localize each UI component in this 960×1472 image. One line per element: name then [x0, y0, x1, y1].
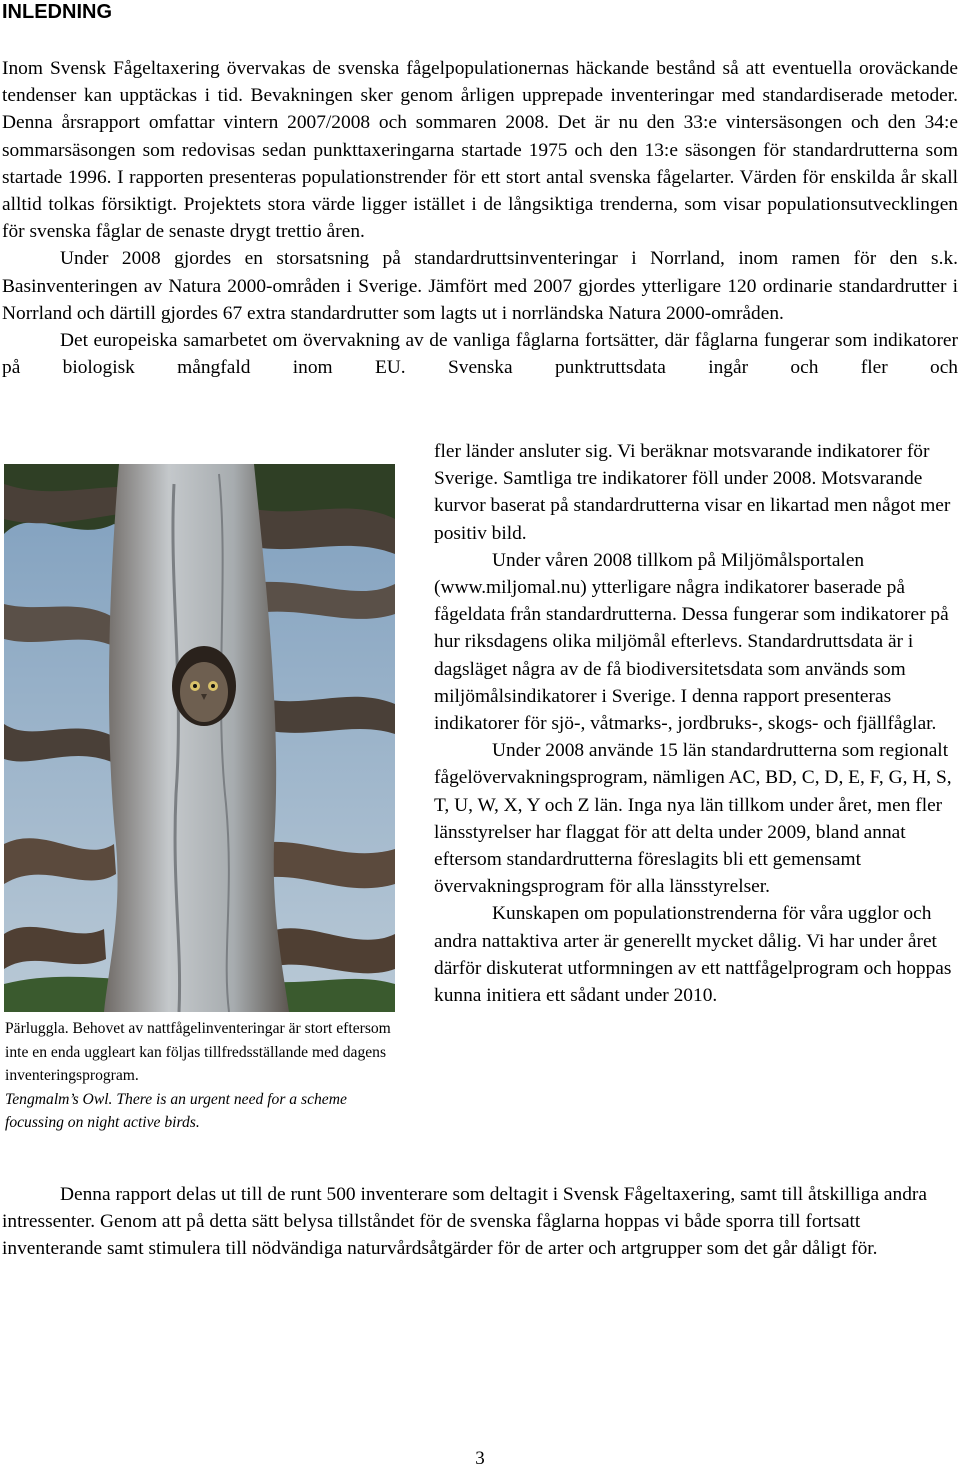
closing-text-block: [2, 1181, 958, 1263]
paragraph-intro: Inom Svensk Fågeltaxering övervakas de svenska fågelpopulationernas häckande bestånd så att eventuella oroväckande tendenser kan upptäckas i tid. Bevakningen sker genom årligen upprepade inventeringar med standardiserade metoder. Denna årsrapport omfattar vintern 2007/2008 och sommaren 2008. Det är nu den 33:e vintersäsongen och den 34:e sommarsäsongen som redovisas sedan punkttaxeringarna startade 1975 och den 13:e säsongen för standardrutterna som startade 1996. I rapporten presenteras populationstrender för ett stort antal svenska fågelarter. Värden för enskilda år skall alltid tolkas försiktigt. Projektets stora värde ligger istället i de långsiktiga trenderna, som visar populationsutvecklingen för svenska fåglar de senaste drygt trettio åren.: [2, 58, 958, 243]
caption-english: Tengmalm’s Owl. There is an urgent need for a scheme focussing on night active birds.: [5, 1090, 347, 1131]
right-column-text: [434, 438, 958, 1009]
section-heading: INLEDNING: [2, 1, 112, 23]
photo-caption: [5, 1017, 405, 1135]
owl-photo: [4, 464, 395, 1012]
paragraph-closing: Denna rapport delas ut till de runt 500 inventerare som deltagit i Svensk Fågeltaxering, samt till åtskilliga andra intressenter. Genom att på detta sätt belysa tillståndet för de svenska fåglarna hoppas vi både sporra till fortsatt inventerande samt stimulera till nödvändiga naturvårdsåtgärder för de arter och artgrupper som det går dåligt för.: [2, 1184, 927, 1260]
owl-in-tree-image: [4, 464, 395, 1012]
paragraph-european: Det europeiska samarbetet om övervakning av de vanliga fåglarna fortsätter, där fåglarna fungerar som indikatorer på biologisk mångfald inom EU. Svenska punktruttsdata ingår och fler och: [2, 330, 958, 379]
paragraph-owls: Kunskapen om populationstrenderna för våra ugglor och andra nattaktiva arter är generellt mycket dålig. Vi har under året därför diskuterat utformningen av ett nattfågelprogram och hoppas kunna initiera ett sådant under 2010.: [434, 903, 952, 1007]
paragraph-norrland: Under 2008 gjordes en storsatsning på standardruttsinventeringar i Norrland, inom ramen för den s.k. Basinventeringen av Natura 2000-områden i Sverige. Jämfört med 2007 gjordes ytterligare 120 ordinarie standardrutter i Norrland och därtill gjordes 67 extra standardrutter som lagts ut i norrländska Natura 2000-områden.: [2, 248, 958, 324]
paragraph-miljomal: Under våren 2008 tillkom på Miljömålsportalen (www.miljomal.nu) ytterligare några indikatorer baserade på fågeldata från standardrutterna. Dessa fungerar som indikatorer på hur riksdagens olika miljömål efterlevs. Standardruttsdata är i dagsläget några av de få biodiversitetsdata som används som miljömålsindikatorer i Sverige. I denna rapport presenteras indikatorer för sjö-, våtmarks-, jordbruks-, skogs- och fjällfåglar.: [434, 549, 949, 735]
paragraph-indicators: fler länder ansluter sig. Vi beräknar motsvarande indikatorer för Sverige. Samtliga tre indikatorer föll under 2008. Motsvarande kurvor baserat på standardrutterna visar en likartad men något mer positiv bild.: [434, 441, 951, 544]
paragraph-lan: Under 2008 använde 15 län standardrutterna som regionalt fågelövervakningsprogram, nämligen AC, BD, C, D, E, F, G, H, S, T, U, W, X, Y och Z län. Inga nya län tillkom under året, men fler länsstyrelser har flaggat för att delta under 2009, bland annat eftersom standardrutterna föreslagits bli ett gemensamt övervakningsprogram för alla länsstyrelser.: [434, 740, 952, 898]
intro-text-block: [2, 55, 958, 381]
page-number: 3: [475, 1448, 485, 1469]
caption-swedish: Pärluggla. Behovet av nattfågelinventeringar är stort eftersom inte en enda uggleart kan följas tillfredsställande med dagens inventeringsprogram.: [5, 1020, 391, 1084]
